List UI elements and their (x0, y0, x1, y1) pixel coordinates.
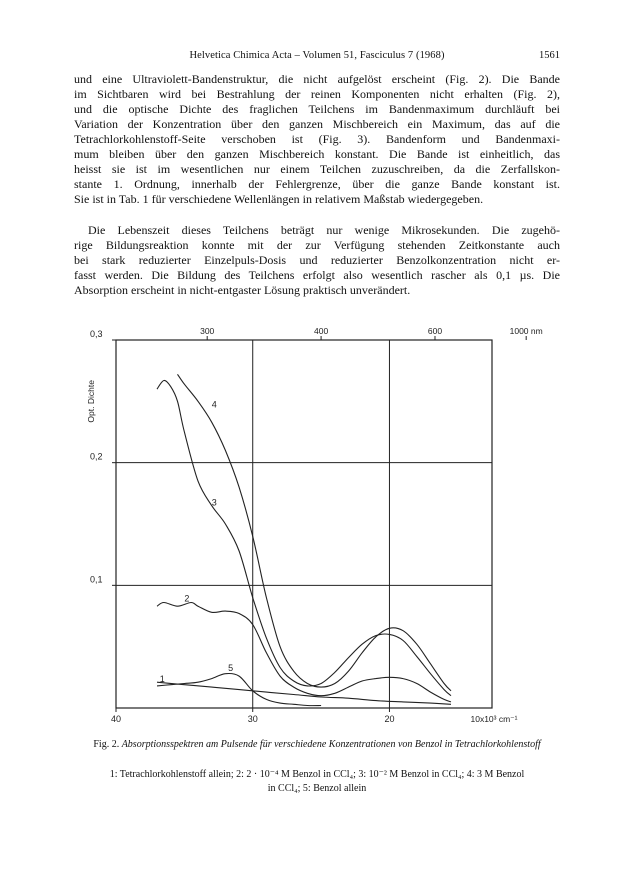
text-line: Die Lebenszeit dieses Teilchens beträgt nur wenige Mikrosekunden. Die zugehö- (88, 223, 560, 237)
text-line: Sie ist in Tab. 1 für verschiedene Wellenlängen in relativem Maßstab wiedergegeben. (74, 192, 484, 206)
figure-legend (74, 768, 560, 796)
legend-line-1: 1: Tetrachlorkohlenstoff allein; 2: 2 · 10⁻⁴ M Benzol in CCl₄; 3: 10⁻² M Benzol in CCl₄; 4: 3 M Benzol (109, 769, 525, 780)
curve-label-5: 5 (228, 663, 234, 674)
running-head (74, 50, 560, 66)
absorption-spectra-chart (74, 318, 560, 730)
x-axis-unit-label: 10x10³ cm⁻¹ (470, 714, 518, 724)
text-line: und eine Ultraviolett-Bandenstruktur, die nicht aufgelöst erscheint (Fig. 2). Die Bande (74, 72, 560, 86)
chart-series (157, 374, 451, 705)
text-line: rige Bildungsreaktion konnte mit der zur Verfügung stehenden Zeitkonstante auch (74, 238, 560, 252)
plot-frame (116, 340, 492, 708)
text-line: heisst sie ist im wesentlichen nur einem Teilchen zuzuschreiben, da die Zerfallskon- (74, 162, 560, 176)
series-3-curve (157, 380, 451, 695)
x-tick-label: 30 (247, 714, 258, 724)
top-tick-label: 400 (313, 326, 329, 336)
text-line: Variation der Konzentration über den ganzen Mischbereich ein Maximum, das auf die (74, 117, 560, 131)
text-line: Absorption erscheint in nicht-entgaster Lösung praktisch unverändert. (74, 283, 411, 297)
top-tick-label: 300 (200, 326, 215, 336)
legend-line-2: in CCl₄; 5: Benzol allein (267, 783, 367, 794)
y-tick-label: 0,1 (90, 574, 103, 585)
text-line: bei stark reduzierter Einzelpuls-Dosis und reduzierter Benzolkonzentration nicht er- (74, 253, 560, 267)
curve-label-3: 3 (211, 497, 217, 508)
top-tick-label: 600 (427, 326, 443, 336)
text-line: stante 1. Ordnung, innerhalb der Fehlergrenze, über die ganze Bande konstant ist. (74, 177, 560, 191)
journal-title: Helvetica Chimica Acta – Volumen 51, Fasciculus 7 (1968) (189, 50, 445, 61)
text-line: und die optische Dichte des fraglichen Teilchens im Bandenmaximum durchläuft bei (74, 102, 560, 116)
figure-caption (74, 738, 560, 752)
text-line: mum bleiben über den ganzen Mischbereich konstant. Die Bande ist einheitlich, das (74, 147, 560, 161)
series-2-curve (157, 603, 451, 702)
y-axis-label: Opt. Dichte (86, 380, 96, 423)
chart-grid (116, 340, 492, 708)
y-tick-label: 0,3 (90, 329, 103, 339)
chart-labels (86, 326, 543, 724)
paragraph-2 (74, 223, 560, 298)
figure-title: Absorptionsspektren am Pulsende für verschiedene Konzentrationen von Benzol in Tetrachlorkohlenstoff (121, 739, 541, 750)
paragraph-1 (74, 72, 560, 207)
top-tick-label: 1000 nm (509, 326, 543, 336)
text-line: Tetrachlorkohlenstoff-Seite verschoben ist (Fig. 3). Bandenform und Bandenmaxi- (74, 132, 560, 146)
series-4-curve (178, 374, 452, 691)
curve-label-2: 2 (184, 593, 190, 604)
text-line: fasst werden. Die Bildung des Teilchens erfolgt also wesentlich rascher als 0,1 µs. Die (74, 268, 560, 282)
x-tick-label: 40 (110, 714, 122, 724)
curve-label-4: 4 (211, 399, 217, 410)
x-tick-label: 20 (384, 714, 395, 724)
text-line: im Sichtbaren wird bei Bestrahlung der reinen Komponenten nicht erhalten (Fig. 2), (74, 87, 560, 101)
curve-label-1: 1 (159, 674, 165, 685)
page-number: 1561 (539, 50, 560, 61)
y-tick-label: 0,2 (90, 451, 103, 462)
figure-label: Fig. 2. (93, 739, 120, 750)
figure-2 (74, 318, 560, 730)
